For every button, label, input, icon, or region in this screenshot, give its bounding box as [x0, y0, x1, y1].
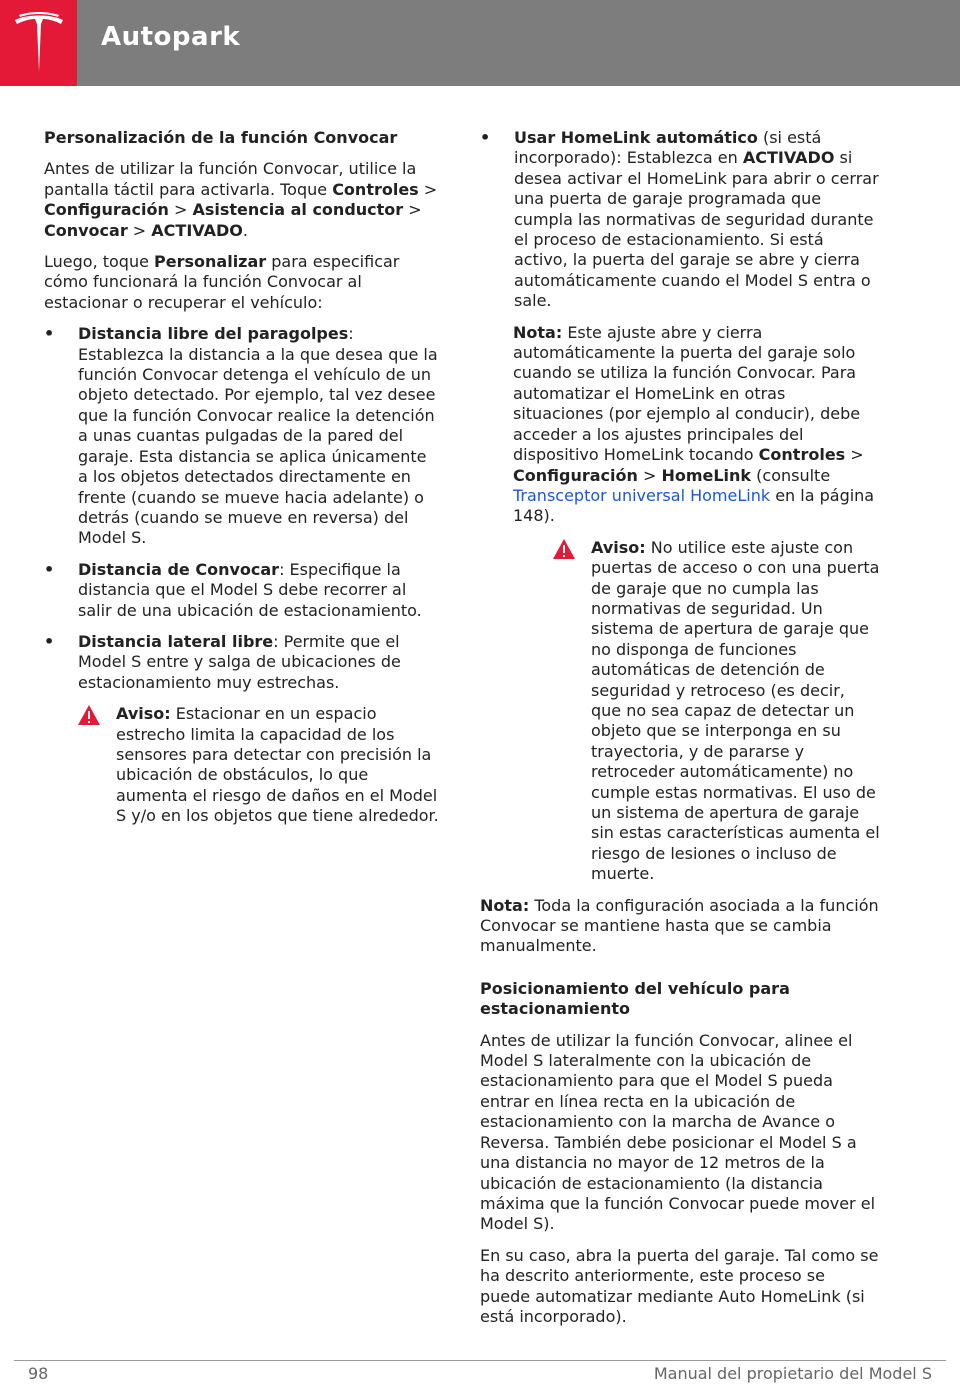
bold-text: Controles — [758, 445, 846, 465]
note-label: Nota: — [513, 322, 563, 342]
warning-triangle-icon — [77, 704, 101, 731]
bold-text: Distancia libre del paragolpes — [78, 324, 349, 344]
text: . — [242, 220, 248, 240]
warning-box — [552, 538, 880, 885]
note-label: Nota: — [480, 895, 530, 915]
paragraph-personalizar — [44, 252, 439, 313]
homelink-link[interactable]: Transceptor universal HomeLink — [513, 485, 771, 505]
paragraph-alinear: Antes de utilizar la función Convocar, alinee el Model S lateralmente con la ubicación de estacionamiento para que el Model S pueda entrar en línea recta en la ubicación de estacionamiento con la marcha de Avance o Reversa. También debe posicionar el Model S a una distancia no mayor de 12 metros de la ubicación de estacionamiento (la distancia máxima que la función Convocar puede mover el Model S). — [480, 1030, 876, 1234]
warning-box — [77, 704, 439, 826]
section-heading-personalizacion: Personalización de la función Convocar — [44, 128, 398, 147]
separator: > — [127, 220, 152, 240]
list-item — [44, 632, 439, 693]
bold-text: Configuración — [44, 200, 169, 220]
warning-text: Estacionar en un espacio estrecho limita la capacidad de los sensores para detectar con precisión la ubicación de obstáculos, lo que aumenta el riesgo de daños en el Model S y/o en los objetos que tiene alrededor. — [116, 704, 439, 826]
separator: > — [403, 200, 422, 220]
list-item — [44, 324, 439, 548]
text: para especificar cómo funcionará la función Convocar al estacionar o recuperar el vehículo: — [44, 252, 400, 312]
tesla-logo-icon — [13, 12, 65, 74]
bullet-dot: • — [44, 559, 55, 579]
paragraph-garaje: En su caso, abra la puerta del garaje. Tal como se ha descrito anteriormente, este proceso se puede automatizar mediante Auto HomeLink (si está incorporado). — [480, 1245, 879, 1326]
paragraph-activar — [44, 159, 439, 241]
bold-text: Usar HomeLink automático — [514, 128, 758, 147]
bullet-dot: • — [44, 324, 55, 344]
warning-text: No utilice este ajuste con puertas de acceso o con una puerta de garaje que no cumpla las normativas de seguridad. Un sistema de apertura de garaje que no disponga de funciones automáticas de detención de seguridad y retroceso (es decir, que no sea capaz de detectar un objeto que se interponga en su trayectoria, y de pararse y retroceder automáticamente) no cumple estas normativas. El uso de un sistema de apertura de garaje sin estas características aumenta el riesgo de lesiones o incluso de muerte. — [591, 537, 880, 884]
bold-text: Personalizar — [154, 252, 267, 272]
text: (consulte — [751, 465, 831, 485]
section-heading-posicionamiento: Posicionamiento del vehículo para estacionamiento — [480, 978, 790, 1019]
list-item — [44, 560, 439, 621]
bold-text: Distancia lateral libre — [78, 631, 274, 651]
page-title: Autopark — [101, 22, 241, 52]
separator: > — [637, 465, 662, 485]
page-header — [0, 0, 960, 86]
list-item — [480, 128, 880, 312]
text: : Establezca la distancia a la que desea que la función Convocar detenga el vehículo de un objeto detectado. Por ejemplo, tal vez desee que la función Convocar realice la detención a unas cuantas pulgadas de la pared del garaje. Esta distancia se aplica únicamente a los objetos detectados directamente en frente (cuando se mueve hacia adelante) o detrás (cuando se mueve en reversa) del Model S. — [78, 324, 438, 548]
bold-text: Configuración — [513, 465, 638, 485]
page-number: 98 — [28, 1364, 49, 1383]
footer-divider — [14, 1360, 946, 1361]
text: Antes de utilizar la función Convocar, utilice la pantalla táctil para activarla. Toque — [44, 159, 417, 199]
bold-text: Controles — [332, 179, 419, 199]
bold-text: Distancia de Convocar — [78, 559, 280, 579]
note-configuracion — [480, 896, 880, 957]
bullet-dot: • — [44, 631, 55, 651]
warning-label: Aviso: — [116, 704, 171, 724]
separator: > — [845, 445, 864, 465]
manual-title: Manual del propietario del Model S — [653, 1364, 932, 1383]
separator: > — [418, 179, 438, 199]
warning-triangle-icon — [552, 538, 576, 565]
text: : Especifique la distancia que el Model S debe recorrer al salir de una ubicación de estacionamiento. — [78, 559, 422, 620]
text: : Permite que el Model S entre y salga de ubicaciones de estacionamiento muy estrechas. — [78, 631, 401, 692]
text: Luego, toque — [44, 252, 155, 272]
text: Toda la configuración asociada a la función Convocar se mantiene hasta que se cambia manualmente. — [480, 895, 879, 956]
separator: > — [168, 200, 193, 220]
note-homelink — [513, 323, 880, 527]
bold-text: Asistencia al conductor — [192, 200, 404, 220]
text: Este ajuste abre y cierra automáticamente la puerta del garaje solo cuando se utiliza la función Convocar. Para automatizar el HomeLink en otras situaciones (por ejemplo al conducir), debe acceder a los ajustes principales del dispositivo HomeLink tocando — [513, 322, 861, 465]
bold-text: Convocar — [44, 220, 128, 240]
tesla-logo — [0, 0, 77, 86]
right-column — [480, 128, 880, 1338]
bold-text: HomeLink — [661, 465, 752, 485]
text: (si está incorporado): Establezca en — [514, 128, 822, 168]
bullet-dot: • — [480, 128, 491, 147]
left-column — [44, 128, 439, 827]
warning-label: Aviso: — [591, 537, 646, 557]
text: en la página 148). — [513, 485, 875, 526]
bold-text: ACTIVADO — [151, 220, 243, 240]
bold-text: ACTIVADO — [742, 148, 835, 168]
text: si desea activar el HomeLink para abrir o cerrar una puerta de garaje programada que cumpla las normativas de seguridad durante el proceso de estacionamiento. Si está activo, la puerta del garaje se abre y cierra automáticamente cuando el Model S entra o sale. — [514, 148, 879, 311]
